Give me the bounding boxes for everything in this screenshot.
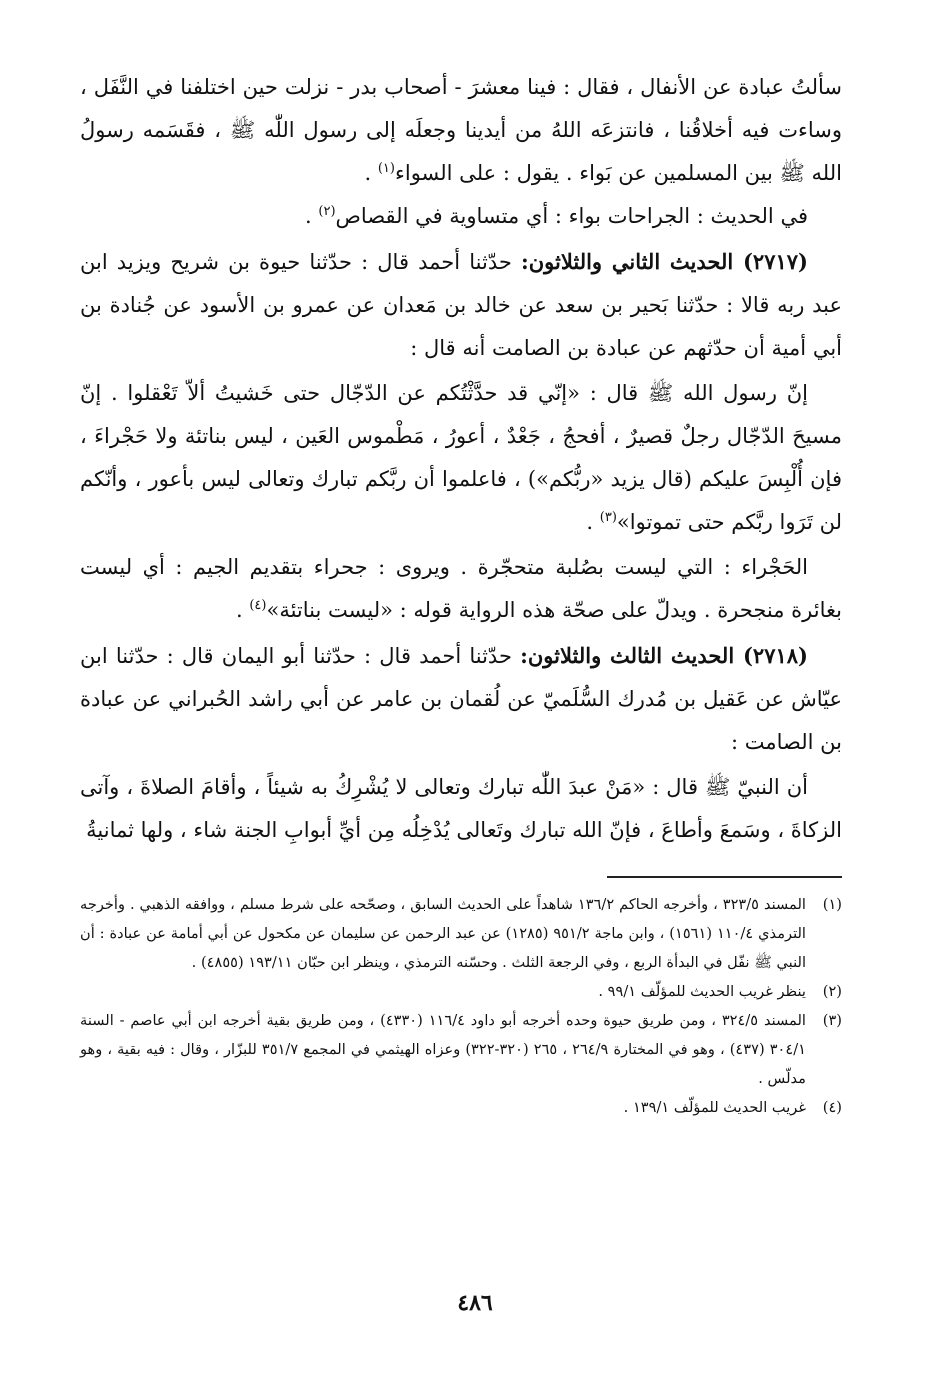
isnad-text: حدّثنا أحمد قال : حدّثنا حيوة بن شريح ويزيد ابن عبد ربه قالا : حدّثنا بَحير بن سعد عن خالد بن مَعدان عن عمرو بن الأسود عن جُنادة بن أبي أمية أن حدّثهم عن عبادة بن الصامت أنه قال : [80,250,842,360]
hadith-heading: (٢٧١٨) الحديث الثالث والثلاثون: [520,643,808,668]
footnote-1 [80,890,842,977]
paragraph-end: . [586,510,600,534]
footnotes [80,890,842,1122]
paragraph-gloss-bawa [80,195,842,238]
paragraph-text: الحَجْراء : التي ليست بصُلبة متحجّرة . ويروى : جحراء بتقديم الجيم : أي ليست بغائرة منجحرة . ويدلّ على صحّة هذه الرواية قوله : «ليست بناتئة» [80,555,842,622]
footnote-divider [607,876,842,878]
paragraph-text: في الحديث : الجراحات بواء : أي متساوية في القصاص [335,204,808,228]
footnote-number: (٤) [822,1099,842,1116]
hadith-text: أن النبيّ ﷺ قال : «مَنْ عبدَ اللّٰه تبارك وتعالى لا يُشْرِكُ به شيئاً ، وأقامَ الصلاةَ ، وآتى الزكاةَ ، وسَمعَ وأطاعَ ، فإنّ الله تبارك وتَعالى يُدْخِلُه مِن أيِّ أبوابِ الجنة شاء ، ولها ثمانيةُ [80,775,842,842]
hadith-2718-text [80,766,842,852]
isnad-text: حدّثنا أحمد قال : حدّثنا أبو اليمان قال : حدّثنا ابن عيّاش عن عَقيل بن مُدرك السُّلَميّ عن لُقمان بن عامر عن أبي راشد الحُبراني عن عبادة بن الصامت : [80,644,842,754]
paragraph-end: . [235,598,250,622]
footnote-marker[interactable]: (٤) [249,598,267,613]
paragraph-continuation [80,66,842,195]
paragraph-gloss-hajra [80,546,842,632]
footnote-2 [80,977,842,1006]
hadith-2717-text [80,372,842,544]
footnote-3 [80,1006,842,1093]
footnote-number: (٢) [822,983,842,1000]
footnote-number: (١) [822,896,842,913]
footnote-marker[interactable]: (١) [377,161,395,176]
footnote-marker[interactable]: (٣) [599,510,617,525]
hadith-heading: (٢٧١٧) الحديث الثاني والثلاثون: [520,249,808,274]
hadith-text: إنّ رسول الله ﷺ قال : «إنّي قد حدَّثْتُكم عن الدّجّال حتى خَشيتُ ألاّ تَعْقلوا . إنّ مسيحَ الدّجّال رجلٌ قصيرٌ ، أفحجُ ، جَعْدٌ ، أعورُ ، مَطْموس العَين ، ليس بناتئة ولا حَجْراءَ ، فإن أُلْبِسَ عليكم (قال يزيد «ربُّكم») ، فاعلموا أن ربَّكم تبارك وتعالى ليس بأعور ، وأنّكم لن تَرَوا ربَّكم حتى تموتوا» [80,381,842,534]
footnote-4 [80,1093,842,1122]
paragraph-end: . [364,161,378,185]
footnote-number: (٣) [822,1012,842,1029]
paragraph-end: . [305,204,319,228]
footnote-text: غريب الحديث للمؤلّف ١٣٩/١ . [623,1099,806,1116]
footnote-text: المسند ٣٢٣/٥ ، وأخرجه الحاكم ١٣٦/٢ شاهداً على الحديث السابق ، وصحّحه على شرط مسلم ، ووافقه الذهبي . وأخرجه الترمذي ١١٠/٤ (١٥٦١) ، وابن ماجة ٩٥١/٢ (١٢٨٥) عن عبد الرحمن عن سليمان عن مكحول عن أبي أمامة عن عبادة : أن النبي ﷺ نفّل في البدأة الربع ، وفي الرجعة الثلث . وحسّنه الترمذي ، وينظر ابن حبّان ١٩٣/١١ (٤٨٥٥) . [80,896,806,971]
footnote-marker[interactable]: (٢) [318,204,336,219]
hadith-2718-isnad [80,634,842,764]
footnote-text: ينظر غريب الحديث للمؤلّف ٩٩/١ . [598,983,806,1000]
page-number: ٤٨٦ [457,1290,493,1316]
hadith-2717-isnad [80,240,842,370]
footnote-text: المسند ٣٢٤/٥ ، ومن طريق حيوة وحده أخرجه أبو داود ١١٦/٤ (٤٣٣٠) ، ومن طريق بقية أخرجه ابن أبي عاصم - السنة ٣٠٤/١ (٤٣٧) ، وهو في المختارة ٢٦٤/٩ ، ٢٦٥ (٣٢٠-٣٢٢) وعزاه الهيثمي في المجمع ٣٥١/٧ للبزّار ، وقال : فيه بقية ، وهو مدلّس . [80,1012,806,1087]
paragraph-text: سألتُ عبادة عن الأنفال ، فقال : فينا معشرَ - أصحاب بدر - نزلت حين اختلفنا في النَّفَل ، وساءت فيه أخلاقُنا ، فانتزعَه اللهُ من أيدينا وجعلَه إلى رسول اللّٰه ﷺ ، فقَسَمه رسولُ الله ﷺ بين المسلمين عن بَواء . يقول : على السواء [80,75,842,185]
